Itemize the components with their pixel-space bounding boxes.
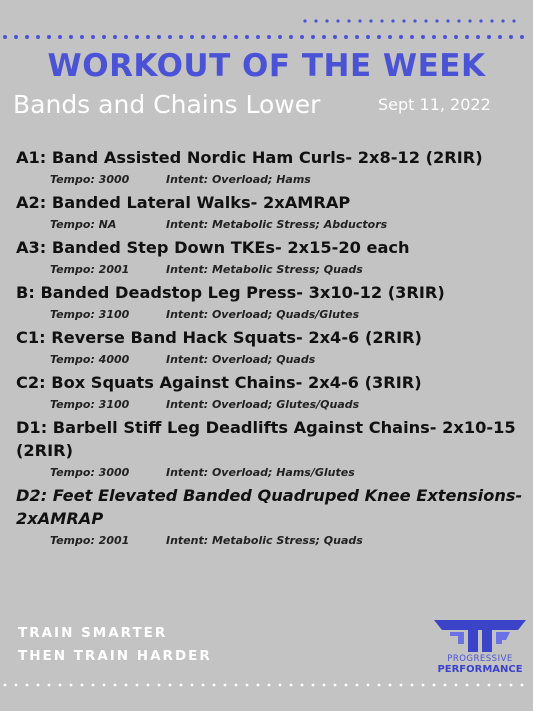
exercise-name: C2: Box Squats Against Chains- 2x4-6 (3RIR) bbox=[16, 373, 422, 392]
decorative-dot bbox=[25, 35, 29, 39]
tagline-line-1: TRAIN SMARTER bbox=[18, 625, 168, 641]
decorative-dot bbox=[37, 684, 40, 687]
decorative-dot bbox=[432, 35, 436, 39]
decorative-dot bbox=[256, 35, 260, 39]
decorative-dot bbox=[278, 35, 282, 39]
decorative-dot bbox=[268, 684, 271, 687]
exercise-details bbox=[16, 530, 526, 552]
decorative-dot bbox=[124, 35, 128, 39]
decorative-dot bbox=[69, 35, 73, 39]
tagline bbox=[18, 622, 212, 668]
exercise-intent: Intent: Metabolic Stress; Abductors bbox=[166, 218, 388, 231]
decorative-dot bbox=[322, 35, 326, 39]
decorative-dot bbox=[457, 19, 460, 22]
decorative-dot bbox=[223, 35, 227, 39]
decorative-dot bbox=[391, 19, 394, 22]
decorative-dot bbox=[509, 35, 513, 39]
exercise-name: A2: Banded Lateral Walks- 2xAMRAP bbox=[16, 193, 351, 212]
exercise-item bbox=[16, 281, 526, 326]
decorative-dot bbox=[103, 684, 106, 687]
decorative-dot bbox=[92, 684, 95, 687]
exercise-item bbox=[16, 371, 526, 416]
exercise-name: D2: Feet Elevated Banded Quadruped Knee Extensions- 2xAMRAP bbox=[16, 486, 523, 528]
decorative-dot bbox=[179, 35, 183, 39]
decorative-dot bbox=[334, 684, 337, 687]
exercise-tempo: Tempo: 3000 bbox=[50, 466, 130, 479]
exercise-tempo: Tempo: 2001 bbox=[50, 534, 130, 547]
decorative-dot bbox=[235, 684, 238, 687]
exercise-tempo: Tempo: 3100 bbox=[50, 398, 130, 411]
decorative-dot bbox=[91, 35, 95, 39]
decorative-dot bbox=[521, 684, 524, 687]
decorative-dot bbox=[14, 35, 18, 39]
exercise-list bbox=[16, 146, 526, 552]
exercise-name: A3: Banded Step Down TKEs- 2x15-20 each bbox=[16, 238, 410, 257]
workout-date: Sept 11, 2022 bbox=[378, 95, 491, 114]
decorative-dot bbox=[4, 684, 7, 687]
decorative-dot bbox=[212, 35, 216, 39]
decorative-dot bbox=[344, 35, 348, 39]
decorative-dot bbox=[314, 19, 317, 22]
decorative-dot bbox=[168, 35, 172, 39]
exercise-details bbox=[16, 169, 526, 191]
bottom-dot-row bbox=[0, 682, 533, 688]
tagline-line-2: THEN TRAIN HARDER bbox=[18, 648, 212, 664]
decorative-dot bbox=[58, 35, 62, 39]
exercise-intent: Intent: Metabolic Stress; Quads bbox=[166, 263, 363, 276]
decorative-dot bbox=[113, 35, 117, 39]
decorative-dot bbox=[501, 19, 504, 22]
decorative-dot bbox=[466, 684, 469, 687]
exercise-tempo: Tempo: 3000 bbox=[50, 173, 130, 186]
exercise-tempo: Tempo: 2001 bbox=[50, 263, 130, 276]
decorative-dot bbox=[433, 684, 436, 687]
decorative-dot bbox=[369, 19, 372, 22]
decorative-dot bbox=[424, 19, 427, 22]
decorative-dot bbox=[498, 35, 502, 39]
decorative-dot bbox=[146, 35, 150, 39]
decorative-dot bbox=[468, 19, 471, 22]
decorative-dot bbox=[47, 35, 51, 39]
decorative-dot bbox=[413, 19, 416, 22]
decorative-dot bbox=[267, 35, 271, 39]
decorative-dot bbox=[400, 684, 403, 687]
decorative-dot bbox=[245, 35, 249, 39]
exercise-intent: Intent: Overload; Glutes/Quads bbox=[166, 398, 360, 411]
decorative-dot bbox=[136, 684, 139, 687]
decorative-dot bbox=[402, 19, 405, 22]
decorative-dot bbox=[356, 684, 359, 687]
decorative-dot bbox=[388, 35, 392, 39]
page-title: WORKOUT OF THE WEEK bbox=[47, 48, 486, 84]
decorative-dot bbox=[520, 35, 524, 39]
decorative-dot bbox=[257, 684, 260, 687]
top-dot-row-short bbox=[300, 18, 533, 24]
decorative-dot bbox=[410, 35, 414, 39]
decorative-dot bbox=[367, 684, 370, 687]
decorative-dot bbox=[444, 684, 447, 687]
exercise-tempo: Tempo: NA bbox=[50, 218, 117, 231]
logo-word-progressive: PROGRESSIVE bbox=[447, 654, 513, 664]
decorative-dot bbox=[377, 35, 381, 39]
decorative-dot bbox=[48, 684, 51, 687]
decorative-dot bbox=[479, 19, 482, 22]
decorative-dot bbox=[512, 19, 515, 22]
decorative-dot bbox=[157, 35, 161, 39]
decorative-dot bbox=[389, 684, 392, 687]
decorative-dot bbox=[411, 684, 414, 687]
top-dot-row bbox=[0, 34, 533, 40]
decorative-dot bbox=[336, 19, 339, 22]
brand-logo bbox=[430, 618, 530, 680]
exercise-details bbox=[16, 214, 526, 236]
decorative-dot bbox=[290, 684, 293, 687]
decorative-dot bbox=[323, 684, 326, 687]
decorative-dot bbox=[455, 684, 458, 687]
decorative-dot bbox=[446, 19, 449, 22]
exercise-details bbox=[16, 304, 526, 326]
decorative-dot bbox=[213, 684, 216, 687]
exercise-details bbox=[16, 394, 526, 416]
exercise-item bbox=[16, 326, 526, 371]
decorative-dot bbox=[125, 684, 128, 687]
decorative-dot bbox=[26, 684, 29, 687]
exercise-details bbox=[16, 349, 526, 371]
decorative-dot bbox=[246, 684, 249, 687]
logo-mark-icon bbox=[430, 618, 530, 654]
exercise-item bbox=[16, 484, 526, 552]
exercise-item bbox=[16, 236, 526, 281]
exercise-name: A1: Band Assisted Nordic Ham Curls- 2x8-12 (2RIR) bbox=[16, 148, 483, 167]
decorative-dot bbox=[487, 35, 491, 39]
decorative-dot bbox=[289, 35, 293, 39]
decorative-dot bbox=[476, 35, 480, 39]
decorative-dot bbox=[135, 35, 139, 39]
decorative-dot bbox=[443, 35, 447, 39]
decorative-dot bbox=[102, 35, 106, 39]
decorative-dot bbox=[303, 19, 306, 22]
decorative-dot bbox=[311, 35, 315, 39]
decorative-dot bbox=[180, 684, 183, 687]
decorative-dot bbox=[202, 684, 205, 687]
decorative-dot bbox=[300, 35, 304, 39]
exercise-intent: Intent: Metabolic Stress; Quads bbox=[166, 534, 363, 547]
exercise-intent: Intent: Overload; Hams bbox=[166, 173, 311, 186]
decorative-dot bbox=[301, 684, 304, 687]
exercise-details bbox=[16, 259, 526, 281]
exercise-item bbox=[16, 146, 526, 191]
decorative-dot bbox=[201, 35, 205, 39]
exercise-item bbox=[16, 191, 526, 236]
exercise-name: D1: Barbell Stiff Leg Deadlifts Against Chains- 2x10-15 (2RIR) bbox=[16, 418, 516, 460]
decorative-dot bbox=[279, 684, 282, 687]
decorative-dot bbox=[158, 684, 161, 687]
exercise-name: C1: Reverse Band Hack Squats- 2x4-6 (2RIR) bbox=[16, 328, 422, 347]
logo-word-performance: PERFORMANCE bbox=[437, 664, 523, 675]
exercise-intent: Intent: Overload; Quads/Glutes bbox=[166, 308, 360, 321]
decorative-dot bbox=[15, 684, 18, 687]
exercise-item bbox=[16, 416, 526, 484]
exercise-tempo: Tempo: 4000 bbox=[50, 353, 130, 366]
decorative-dot bbox=[70, 684, 73, 687]
decorative-dot bbox=[422, 684, 425, 687]
decorative-dot bbox=[510, 684, 513, 687]
decorative-dot bbox=[490, 19, 493, 22]
decorative-dot bbox=[355, 35, 359, 39]
decorative-dot bbox=[347, 19, 350, 22]
decorative-dot bbox=[3, 35, 7, 39]
decorative-dot bbox=[81, 684, 84, 687]
decorative-dot bbox=[59, 684, 62, 687]
decorative-dot bbox=[399, 35, 403, 39]
decorative-dot bbox=[499, 684, 502, 687]
decorative-dot bbox=[366, 35, 370, 39]
exercise-intent: Intent: Overload; Quads bbox=[166, 353, 316, 366]
exercise-details bbox=[16, 462, 526, 484]
decorative-dot bbox=[333, 35, 337, 39]
decorative-dot bbox=[312, 684, 315, 687]
exercise-tempo: Tempo: 3100 bbox=[50, 308, 130, 321]
decorative-dot bbox=[345, 684, 348, 687]
decorative-dot bbox=[234, 35, 238, 39]
decorative-dot bbox=[435, 19, 438, 22]
decorative-dot bbox=[36, 35, 40, 39]
decorative-dot bbox=[114, 684, 117, 687]
workout-subtitle: Bands and Chains Lower bbox=[13, 90, 321, 119]
decorative-dot bbox=[421, 35, 425, 39]
decorative-dot bbox=[80, 35, 84, 39]
decorative-dot bbox=[169, 684, 172, 687]
decorative-dot bbox=[147, 684, 150, 687]
decorative-dot bbox=[224, 684, 227, 687]
exercise-intent: Intent: Overload; Hams/Glutes bbox=[166, 466, 355, 479]
decorative-dot bbox=[358, 19, 361, 22]
decorative-dot bbox=[477, 684, 480, 687]
decorative-dot bbox=[378, 684, 381, 687]
decorative-dot bbox=[454, 35, 458, 39]
exercise-name: B: Banded Deadstop Leg Press- 3x10-12 (3RIR) bbox=[16, 283, 445, 302]
decorative-dot bbox=[380, 19, 383, 22]
decorative-dot bbox=[190, 35, 194, 39]
decorative-dot bbox=[465, 35, 469, 39]
decorative-dot bbox=[191, 684, 194, 687]
decorative-dot bbox=[488, 684, 491, 687]
decorative-dot bbox=[325, 19, 328, 22]
